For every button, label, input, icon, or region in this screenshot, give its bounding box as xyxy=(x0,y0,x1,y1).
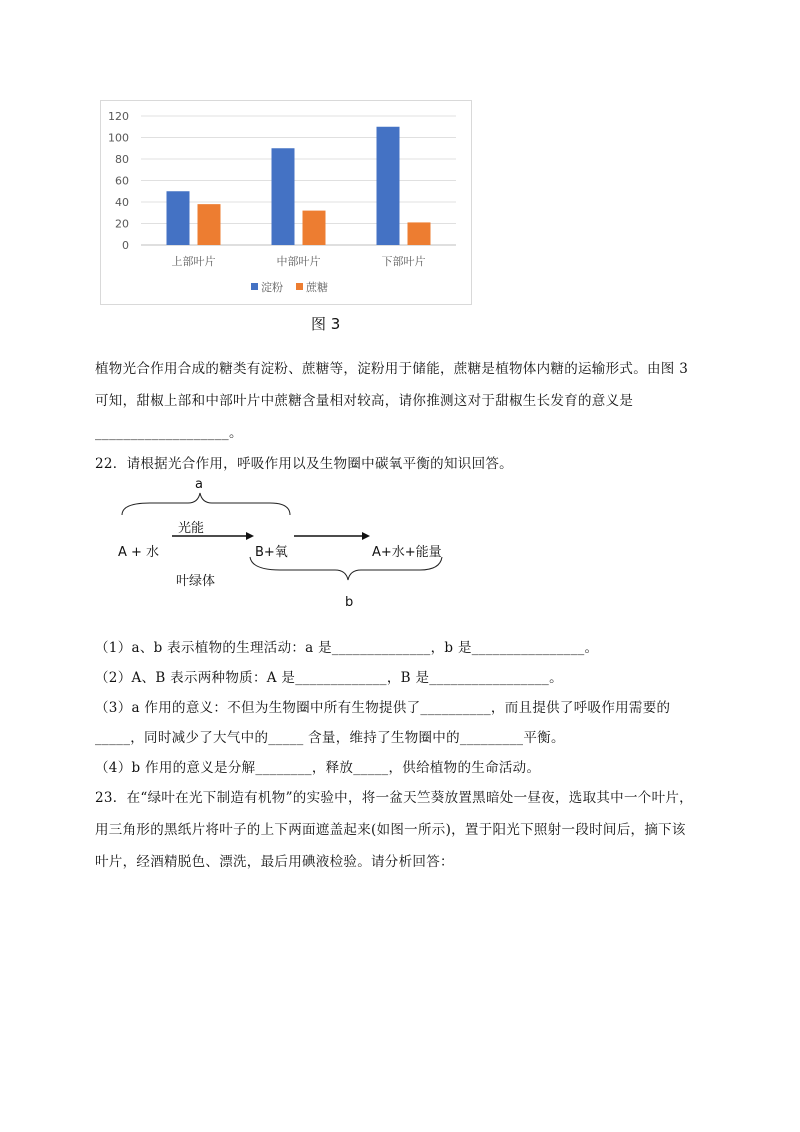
question-23-line: 叶片，经酒精脱色、漂洗，最后用碘液检验。请分析回答： xyxy=(95,854,454,870)
y-tick-label: 0 xyxy=(122,239,129,252)
bar-starch xyxy=(377,127,400,245)
paragraph-line: 植物光合作用合成的糖类有淀粉、蔗糖等，淀粉用于储能，蔗糖是植物体内糖的运输形式。由图 3 xyxy=(95,361,689,377)
label-chlorophyll: 叶绿体 xyxy=(176,574,216,589)
x-tick-label: 中部叶片 xyxy=(276,255,321,268)
question-22: 22．请根据光合作用，呼吸作用以及生物圈中碳氧平衡的知识回答。 xyxy=(95,456,513,472)
arrow-2-head xyxy=(362,532,370,540)
legend-label: 蔗糖 xyxy=(306,281,328,294)
y-tick-label: 20 xyxy=(115,217,129,231)
photosynthesis-respiration-diagram xyxy=(110,475,490,615)
paragraph-line: ___________________。 xyxy=(95,425,243,441)
legend-swatch xyxy=(296,283,303,290)
bar-sucrose xyxy=(198,204,221,245)
question-23-line: 用三角形的黑纸片将叶子的上下两面遮盖起来(如图一所示)，置于阳光下照射一段时间后，摘下该 xyxy=(95,822,686,838)
question-22-4: （4）b 作用的意义是分解________，释放_____，供给植物的生命活动。 xyxy=(95,760,541,776)
paragraph-line: 可知，甜椒上部和中部叶片中蔗糖含量相对较高，请你推测这对于甜椒生长发育的意义是 xyxy=(95,393,634,409)
right-products: A+水+能量 xyxy=(372,545,442,560)
legend-label: 淀粉 xyxy=(261,281,283,294)
chart-svg xyxy=(101,101,471,304)
y-tick-label: 120 xyxy=(108,110,129,123)
bar-starch xyxy=(272,148,295,245)
x-tick-label: 下部叶片 xyxy=(381,255,426,268)
brace-b xyxy=(250,557,442,580)
question-22-1: （1）a、b 表示植物的生理活动：a 是______________，b 是________________。 xyxy=(95,640,599,656)
legend-swatch xyxy=(251,283,258,290)
middle-products: B+氧 xyxy=(255,545,288,560)
bar-chart xyxy=(100,100,472,305)
y-tick-label: 40 xyxy=(115,196,129,209)
bar-sucrose xyxy=(303,211,326,245)
bar-starch xyxy=(167,191,190,245)
arrow-1-head xyxy=(246,532,254,540)
question-22-3: （3）a 作用的意义：不但为生物圈中所有生物提供了__________，而且提供了呼吸作用需要的 xyxy=(95,700,671,716)
label-b: b xyxy=(345,595,354,610)
y-tick-label: 60 xyxy=(115,174,129,188)
question-23: 23．在“绿叶在光下制造有机物”的实验中，将一盆天竺葵放置黑暗处一昼夜，选取其中一个叶片， xyxy=(95,790,693,806)
bar-sucrose xyxy=(408,222,431,245)
question-22-3-cont: _____，同时减少了大气中的_____ 含量，维持了生物圈中的_________平衡。 xyxy=(95,730,565,746)
label-a: a xyxy=(195,477,203,492)
figure-caption: 图 3 xyxy=(311,315,341,333)
y-tick-label: 100 xyxy=(108,131,129,145)
x-tick-label: 上部叶片 xyxy=(171,255,216,268)
question-22-2: （2）A、B 表示两种物质：A 是_____________，B 是_________________。 xyxy=(95,670,563,686)
left-reactants: A + 水 xyxy=(118,545,160,560)
brace-a xyxy=(122,493,290,515)
label-light: 光能 xyxy=(178,521,205,536)
y-tick-label: 80 xyxy=(115,153,129,166)
